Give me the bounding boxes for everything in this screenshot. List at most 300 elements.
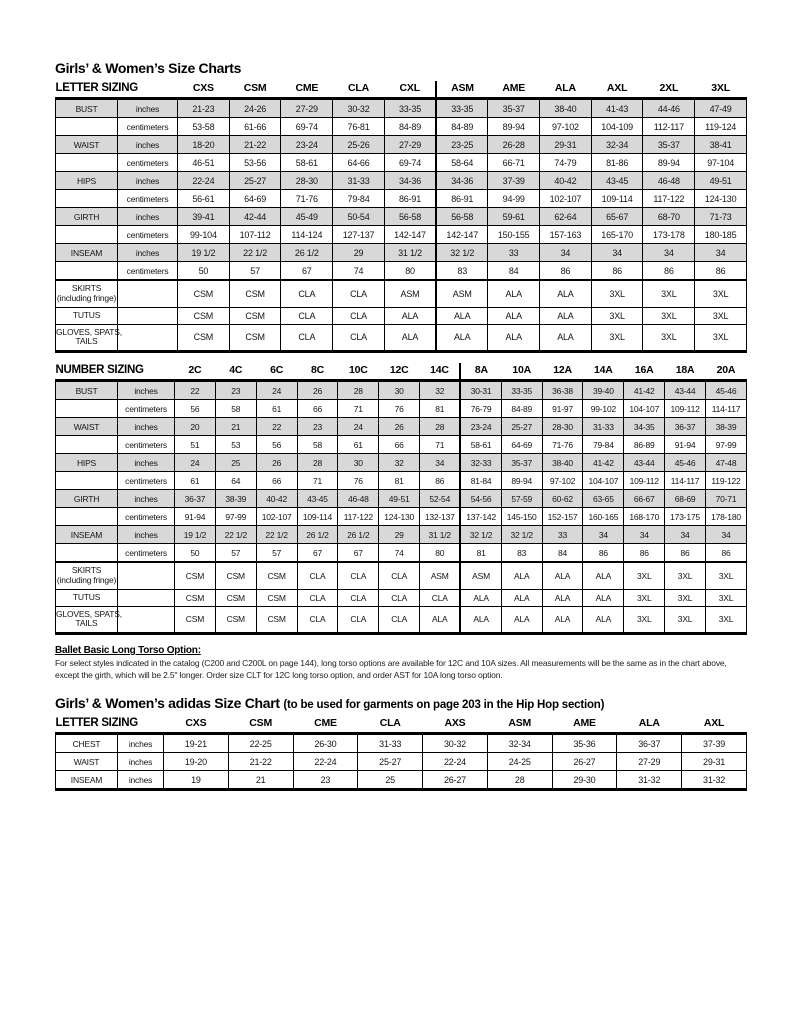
table-body [56, 734, 747, 790]
size-cell: 76 [338, 472, 379, 490]
size-cell: 43-45 [297, 490, 338, 508]
size-cell: 86 [591, 262, 643, 281]
size-cell: 160-165 [583, 508, 624, 526]
size-cell: 30 [338, 454, 379, 472]
size-cell: 71-76 [281, 190, 333, 208]
garment-row [56, 562, 747, 589]
size-cell: 32 1/2 [501, 526, 542, 544]
size-cell: CSM [256, 606, 297, 634]
letter-sizing-table [55, 81, 747, 353]
size-cell: 26 1/2 [281, 244, 333, 262]
row-unit: inches [118, 526, 175, 544]
size-cell: 80 [420, 544, 461, 563]
size-cell: 46-48 [643, 172, 695, 190]
size-cell: 34-35 [624, 418, 665, 436]
row-label: GIRTH [56, 490, 118, 508]
size-cell: CSM [178, 307, 230, 324]
column-header-axl: AXL [591, 81, 643, 99]
size-cell: CLA [379, 589, 420, 606]
size-cell: 109-114 [591, 190, 643, 208]
row-unit: inches [118, 172, 178, 190]
size-cell: 97-104 [695, 154, 747, 172]
header-row [56, 363, 747, 381]
size-cell: 31 1/2 [384, 244, 436, 262]
size-cell: 58-64 [436, 154, 488, 172]
size-cell: 84-89 [384, 118, 436, 136]
row-unit: centimeters [118, 400, 175, 418]
row-label: BUST [56, 99, 118, 118]
row-label: INSEAM [56, 771, 118, 790]
size-cell: 94-99 [488, 190, 540, 208]
size-cell: CSM [256, 589, 297, 606]
column-header-14a: 14A [583, 363, 624, 381]
size-cell: 66 [256, 472, 297, 490]
row-unit: centimeters [118, 154, 178, 172]
size-cell: 58 [297, 436, 338, 454]
header-row [56, 716, 747, 734]
size-cell: 57 [215, 544, 256, 563]
table-row [56, 508, 747, 526]
size-cell: 71 [420, 436, 461, 454]
garment-row [56, 280, 747, 307]
size-cell: 89-94 [501, 472, 542, 490]
size-cell: 34 [583, 526, 624, 544]
column-header-12a: 12A [542, 363, 583, 381]
size-cell: 66-71 [488, 154, 540, 172]
row-unit [118, 280, 178, 307]
size-cell: CSM [229, 324, 281, 352]
row-unit: centimeters [118, 544, 175, 563]
size-cell: 30-32 [333, 99, 385, 118]
size-cell: 34-36 [384, 172, 436, 190]
size-cell: 84-89 [436, 118, 488, 136]
size-cell: 19 1/2 [178, 244, 230, 262]
size-cell: 56-58 [436, 208, 488, 226]
size-cell: 29 [333, 244, 385, 262]
size-cell: 124-130 [379, 508, 420, 526]
column-header-8a: 8A [460, 363, 501, 381]
size-cell: 30-32 [423, 734, 488, 753]
size-cell: 19-20 [164, 753, 229, 771]
size-cell: 24 [338, 418, 379, 436]
size-cell: 86-89 [624, 436, 665, 454]
row-unit: centimeters [118, 436, 175, 454]
size-cell: 89-94 [643, 154, 695, 172]
size-cell: 33 [488, 244, 540, 262]
row-label [56, 400, 118, 418]
size-cell: ALA [384, 324, 436, 352]
size-cell: 45-46 [705, 381, 746, 400]
page-content [55, 60, 747, 791]
garment-label-line: TUTUS [72, 591, 101, 602]
size-cell: 70-71 [705, 490, 746, 508]
size-cell: CSM [215, 589, 256, 606]
size-cell: 31-32 [682, 771, 747, 790]
row-unit: inches [118, 136, 178, 154]
garment-label-line: GLOVES, SPATS, [56, 326, 122, 337]
size-cell: 21-22 [229, 136, 281, 154]
table-row [56, 244, 747, 262]
size-cell: 23 [297, 418, 338, 436]
table-body [56, 99, 747, 352]
size-cell: ALA [540, 324, 592, 352]
size-cell: ALA [583, 562, 624, 589]
size-cell: 23 [215, 381, 256, 400]
table-row [56, 454, 747, 472]
size-cell: 26 [297, 381, 338, 400]
size-cell: 74 [379, 544, 420, 563]
size-cell: 43-44 [665, 381, 706, 400]
size-cell: CLA [281, 324, 333, 352]
row-unit: inches [118, 771, 164, 790]
size-cell: 57-59 [501, 490, 542, 508]
size-cell: 34 [591, 244, 643, 262]
size-cell: 97-102 [540, 118, 592, 136]
size-cell: 102-107 [256, 508, 297, 526]
table-row [56, 208, 747, 226]
size-cell: 61 [256, 400, 297, 418]
size-cell: 32 [420, 381, 461, 400]
size-cell: 127-137 [333, 226, 385, 244]
size-cell: 53 [215, 436, 256, 454]
size-cell: 117-122 [643, 190, 695, 208]
garment-label-line: TAILS [75, 618, 98, 629]
size-cell: 137-142 [460, 508, 501, 526]
row-label [56, 190, 118, 208]
size-cell: 58-61 [281, 154, 333, 172]
size-cell: 28 [297, 454, 338, 472]
size-cell: 157-163 [540, 226, 592, 244]
size-cell: 64 [215, 472, 256, 490]
size-cell: 109-112 [624, 472, 665, 490]
size-cell: 29-30 [552, 771, 617, 790]
size-cell: 71 [297, 472, 338, 490]
size-cell: ALA [460, 606, 501, 634]
size-cell: 71-76 [542, 436, 583, 454]
table-row [56, 400, 747, 418]
row-label [56, 508, 118, 526]
table-header [56, 81, 747, 99]
size-cell: 50-54 [333, 208, 385, 226]
size-cell: 36-37 [617, 734, 682, 753]
size-cell: ALA [501, 562, 542, 589]
row-label [56, 544, 118, 563]
table-row [56, 526, 747, 544]
row-unit: inches [118, 418, 175, 436]
size-cell: ALA [540, 307, 592, 324]
size-cell: CSM [229, 280, 281, 307]
table-row [56, 544, 747, 563]
column-header-cla: CLA [333, 81, 385, 99]
size-cell: 119-122 [705, 472, 746, 490]
size-cell: 28 [420, 418, 461, 436]
row-label: INSEAM [56, 526, 118, 544]
size-cell: 22 1/2 [256, 526, 297, 544]
size-cell: 33-35 [384, 99, 436, 118]
size-cell: 3XL [705, 606, 746, 634]
size-cell: 124-130 [695, 190, 747, 208]
size-cell: ALA [436, 307, 488, 324]
row-unit: centimeters [118, 262, 178, 281]
size-cell: CSM [215, 562, 256, 589]
size-cell: 3XL [665, 606, 706, 634]
size-cell: 152-157 [542, 508, 583, 526]
row-label [56, 154, 118, 172]
size-cell: ALA [542, 606, 583, 634]
size-cell: 76-81 [333, 118, 385, 136]
column-header-cxs: CXS [164, 716, 229, 734]
size-cell: CSM [256, 562, 297, 589]
size-cell: 41-42 [624, 381, 665, 400]
size-cell: 34 [705, 526, 746, 544]
size-cell: 33-35 [501, 381, 542, 400]
size-cell: ALA [488, 280, 540, 307]
size-cell: 39-41 [178, 208, 230, 226]
size-cell: 86 [420, 472, 461, 490]
size-cell: 22 1/2 [229, 244, 281, 262]
row-unit: centimeters [118, 118, 178, 136]
size-cell: 86 [624, 544, 665, 563]
column-header-cme: CME [293, 716, 358, 734]
size-cell: 44-46 [643, 99, 695, 118]
size-cell: 51 [175, 436, 216, 454]
size-cell: 46-51 [178, 154, 230, 172]
size-cell: 3XL [643, 324, 695, 352]
size-cell: 99-104 [178, 226, 230, 244]
size-cell: 112-117 [643, 118, 695, 136]
size-cell: 119-124 [695, 118, 747, 136]
size-cell: 81 [379, 472, 420, 490]
garment-label-line: SKIRTS [71, 283, 102, 293]
size-cell: 34 [540, 244, 592, 262]
ballet-long-torso-footnote [55, 645, 747, 681]
size-cell: CSM [175, 606, 216, 634]
size-cell: 104-107 [624, 400, 665, 418]
size-cell: 24 [175, 454, 216, 472]
size-cell: 31-32 [617, 771, 682, 790]
row-unit: inches [118, 753, 164, 771]
size-cell: ASM [420, 562, 461, 589]
size-cell: 35-37 [488, 99, 540, 118]
column-header-14c: 14C [420, 363, 461, 381]
size-cell: 24 [256, 381, 297, 400]
size-cell: 22-24 [423, 753, 488, 771]
size-cell: 36-37 [665, 418, 706, 436]
size-cell: 56-61 [178, 190, 230, 208]
size-cell: 21 [228, 771, 293, 790]
size-cell: 66 [297, 400, 338, 418]
size-cell: 31-33 [583, 418, 624, 436]
size-cell: 107-112 [229, 226, 281, 244]
size-cell: 104-109 [591, 118, 643, 136]
row-unit: inches [118, 734, 164, 753]
size-cell: 50 [175, 544, 216, 563]
size-cell: CLA [420, 589, 461, 606]
size-cell: 26-30 [293, 734, 358, 753]
size-cell: 178-180 [705, 508, 746, 526]
size-cell: 22 1/2 [215, 526, 256, 544]
size-cell: 23-24 [460, 418, 501, 436]
column-header-12c: 12C [379, 363, 420, 381]
size-cell: 25-27 [229, 172, 281, 190]
size-cell: 25-27 [358, 753, 423, 771]
size-cell: 180-185 [695, 226, 747, 244]
size-cell: CSM [178, 324, 230, 352]
size-cell: CSM [175, 562, 216, 589]
table-row [56, 753, 747, 771]
row-label [56, 562, 118, 589]
size-cell: 67 [338, 544, 379, 563]
size-cell: 114-117 [665, 472, 706, 490]
size-cell: 22-25 [228, 734, 293, 753]
size-cell: 40-42 [540, 172, 592, 190]
row-unit: inches [118, 381, 175, 400]
size-cell: 39-40 [583, 381, 624, 400]
size-cell: ALA [436, 324, 488, 352]
size-cell: 27-29 [281, 99, 333, 118]
row-label: WAIST [56, 753, 118, 771]
size-cell: ALA [460, 589, 501, 606]
row-label: INSEAM [56, 244, 118, 262]
size-cell: 81-86 [591, 154, 643, 172]
garment-label-line: (including fringe) [56, 292, 117, 303]
size-cell: 24-25 [487, 753, 552, 771]
table-row [56, 734, 747, 753]
size-cell: CLA [281, 280, 333, 307]
column-header-csm: CSM [229, 81, 281, 99]
row-label [56, 606, 122, 634]
size-cell: 52-54 [420, 490, 461, 508]
garment-row [56, 307, 747, 324]
size-cell: 97-99 [705, 436, 746, 454]
garment-label-line: SKIRTS [71, 565, 102, 576]
row-label [56, 472, 118, 490]
row-unit [118, 606, 175, 634]
column-header-axs: AXS [423, 716, 488, 734]
size-cell: 38-41 [695, 136, 747, 154]
size-cell: 36-37 [175, 490, 216, 508]
row-label: CHEST [56, 734, 118, 753]
size-cell: 3XL [624, 589, 665, 606]
size-cell: 28-30 [281, 172, 333, 190]
size-cell: 36-38 [542, 381, 583, 400]
size-cell: CLA [333, 307, 385, 324]
table-row [56, 262, 747, 281]
size-cell: 34 [420, 454, 461, 472]
size-cell: 38-39 [215, 490, 256, 508]
size-cell: 25-26 [333, 136, 385, 154]
row-label [56, 280, 118, 307]
size-cell: 64-69 [229, 190, 281, 208]
size-cell: 66 [379, 436, 420, 454]
size-cell: 109-112 [665, 400, 706, 418]
size-cell: ALA [501, 606, 542, 634]
table-title: LETTER SIZING [56, 81, 178, 99]
row-label [56, 589, 118, 606]
size-cell: 86 [705, 544, 746, 563]
size-cell: 56 [256, 436, 297, 454]
table-row [56, 99, 747, 118]
column-header-ala: ALA [617, 716, 682, 734]
size-cell: 69-74 [281, 118, 333, 136]
size-cell: 86-91 [436, 190, 488, 208]
size-cell: 32 1/2 [460, 526, 501, 544]
size-cell: 79-84 [333, 190, 385, 208]
size-cell: 28 [338, 381, 379, 400]
size-cell: 46-48 [338, 490, 379, 508]
row-unit [118, 324, 178, 352]
table-row [56, 490, 747, 508]
row-label: WAIST [56, 136, 118, 154]
size-cell: 29 [379, 526, 420, 544]
size-cell: 26-27 [552, 753, 617, 771]
size-cell: 56 [175, 400, 216, 418]
size-cell: 58-61 [460, 436, 501, 454]
size-cell: 22 [175, 381, 216, 400]
size-cell: 71-73 [695, 208, 747, 226]
size-cell: 86 [643, 262, 695, 281]
size-cell: 79-84 [583, 436, 624, 454]
size-cell: CLA [338, 562, 379, 589]
footnote-line: For select styles indicated in the catalog (C200 and C200L on page 144), long torso options are available for 12C and 10A sizes. All measurements will be the same as in the chart above, [55, 658, 727, 669]
size-cell: 47-49 [695, 99, 747, 118]
size-cell: 68-70 [643, 208, 695, 226]
size-cell: 30-31 [460, 381, 501, 400]
column-header-ame: AME [552, 716, 617, 734]
size-cell: 91-94 [665, 436, 706, 454]
row-unit: inches [118, 490, 175, 508]
table-row [56, 172, 747, 190]
size-cell: 150-155 [488, 226, 540, 244]
size-cell: 38-40 [542, 454, 583, 472]
size-cell: CSM [229, 307, 281, 324]
row-label: HIPS [56, 454, 118, 472]
size-cell: 34 [695, 244, 747, 262]
size-cell: 68-69 [665, 490, 706, 508]
size-cell: 27-29 [617, 753, 682, 771]
size-cell: 30 [379, 381, 420, 400]
size-cell: 63-65 [583, 490, 624, 508]
size-cell: ALA [488, 307, 540, 324]
size-cell: CLA [379, 562, 420, 589]
table-title: NUMBER SIZING [56, 363, 175, 381]
size-cell: 3XL [705, 562, 746, 589]
size-cell: 173-178 [643, 226, 695, 244]
column-header-10c: 10C [338, 363, 379, 381]
size-cell: ASM [436, 280, 488, 307]
column-header-8c: 8C [297, 363, 338, 381]
size-cell: 45-49 [281, 208, 333, 226]
garment-row [56, 324, 747, 352]
size-cell: 28-30 [542, 418, 583, 436]
size-cell: 32-33 [460, 454, 501, 472]
row-unit: inches [118, 99, 178, 118]
table-row [56, 226, 747, 244]
table-title: LETTER SIZING [56, 716, 164, 734]
garment-label-line: (including fringe) [56, 574, 117, 585]
size-cell: 67 [297, 544, 338, 563]
size-cell: 99-102 [583, 400, 624, 418]
size-cell: 34 [643, 244, 695, 262]
size-cell: 31-33 [333, 172, 385, 190]
size-cell: ALA [542, 562, 583, 589]
size-cell: CLA [333, 324, 385, 352]
size-cell: 22-24 [293, 753, 358, 771]
size-cell: ALA [420, 606, 461, 634]
size-cell: 19 [164, 771, 229, 790]
size-cell: 62-64 [540, 208, 592, 226]
size-cell: 19-21 [164, 734, 229, 753]
